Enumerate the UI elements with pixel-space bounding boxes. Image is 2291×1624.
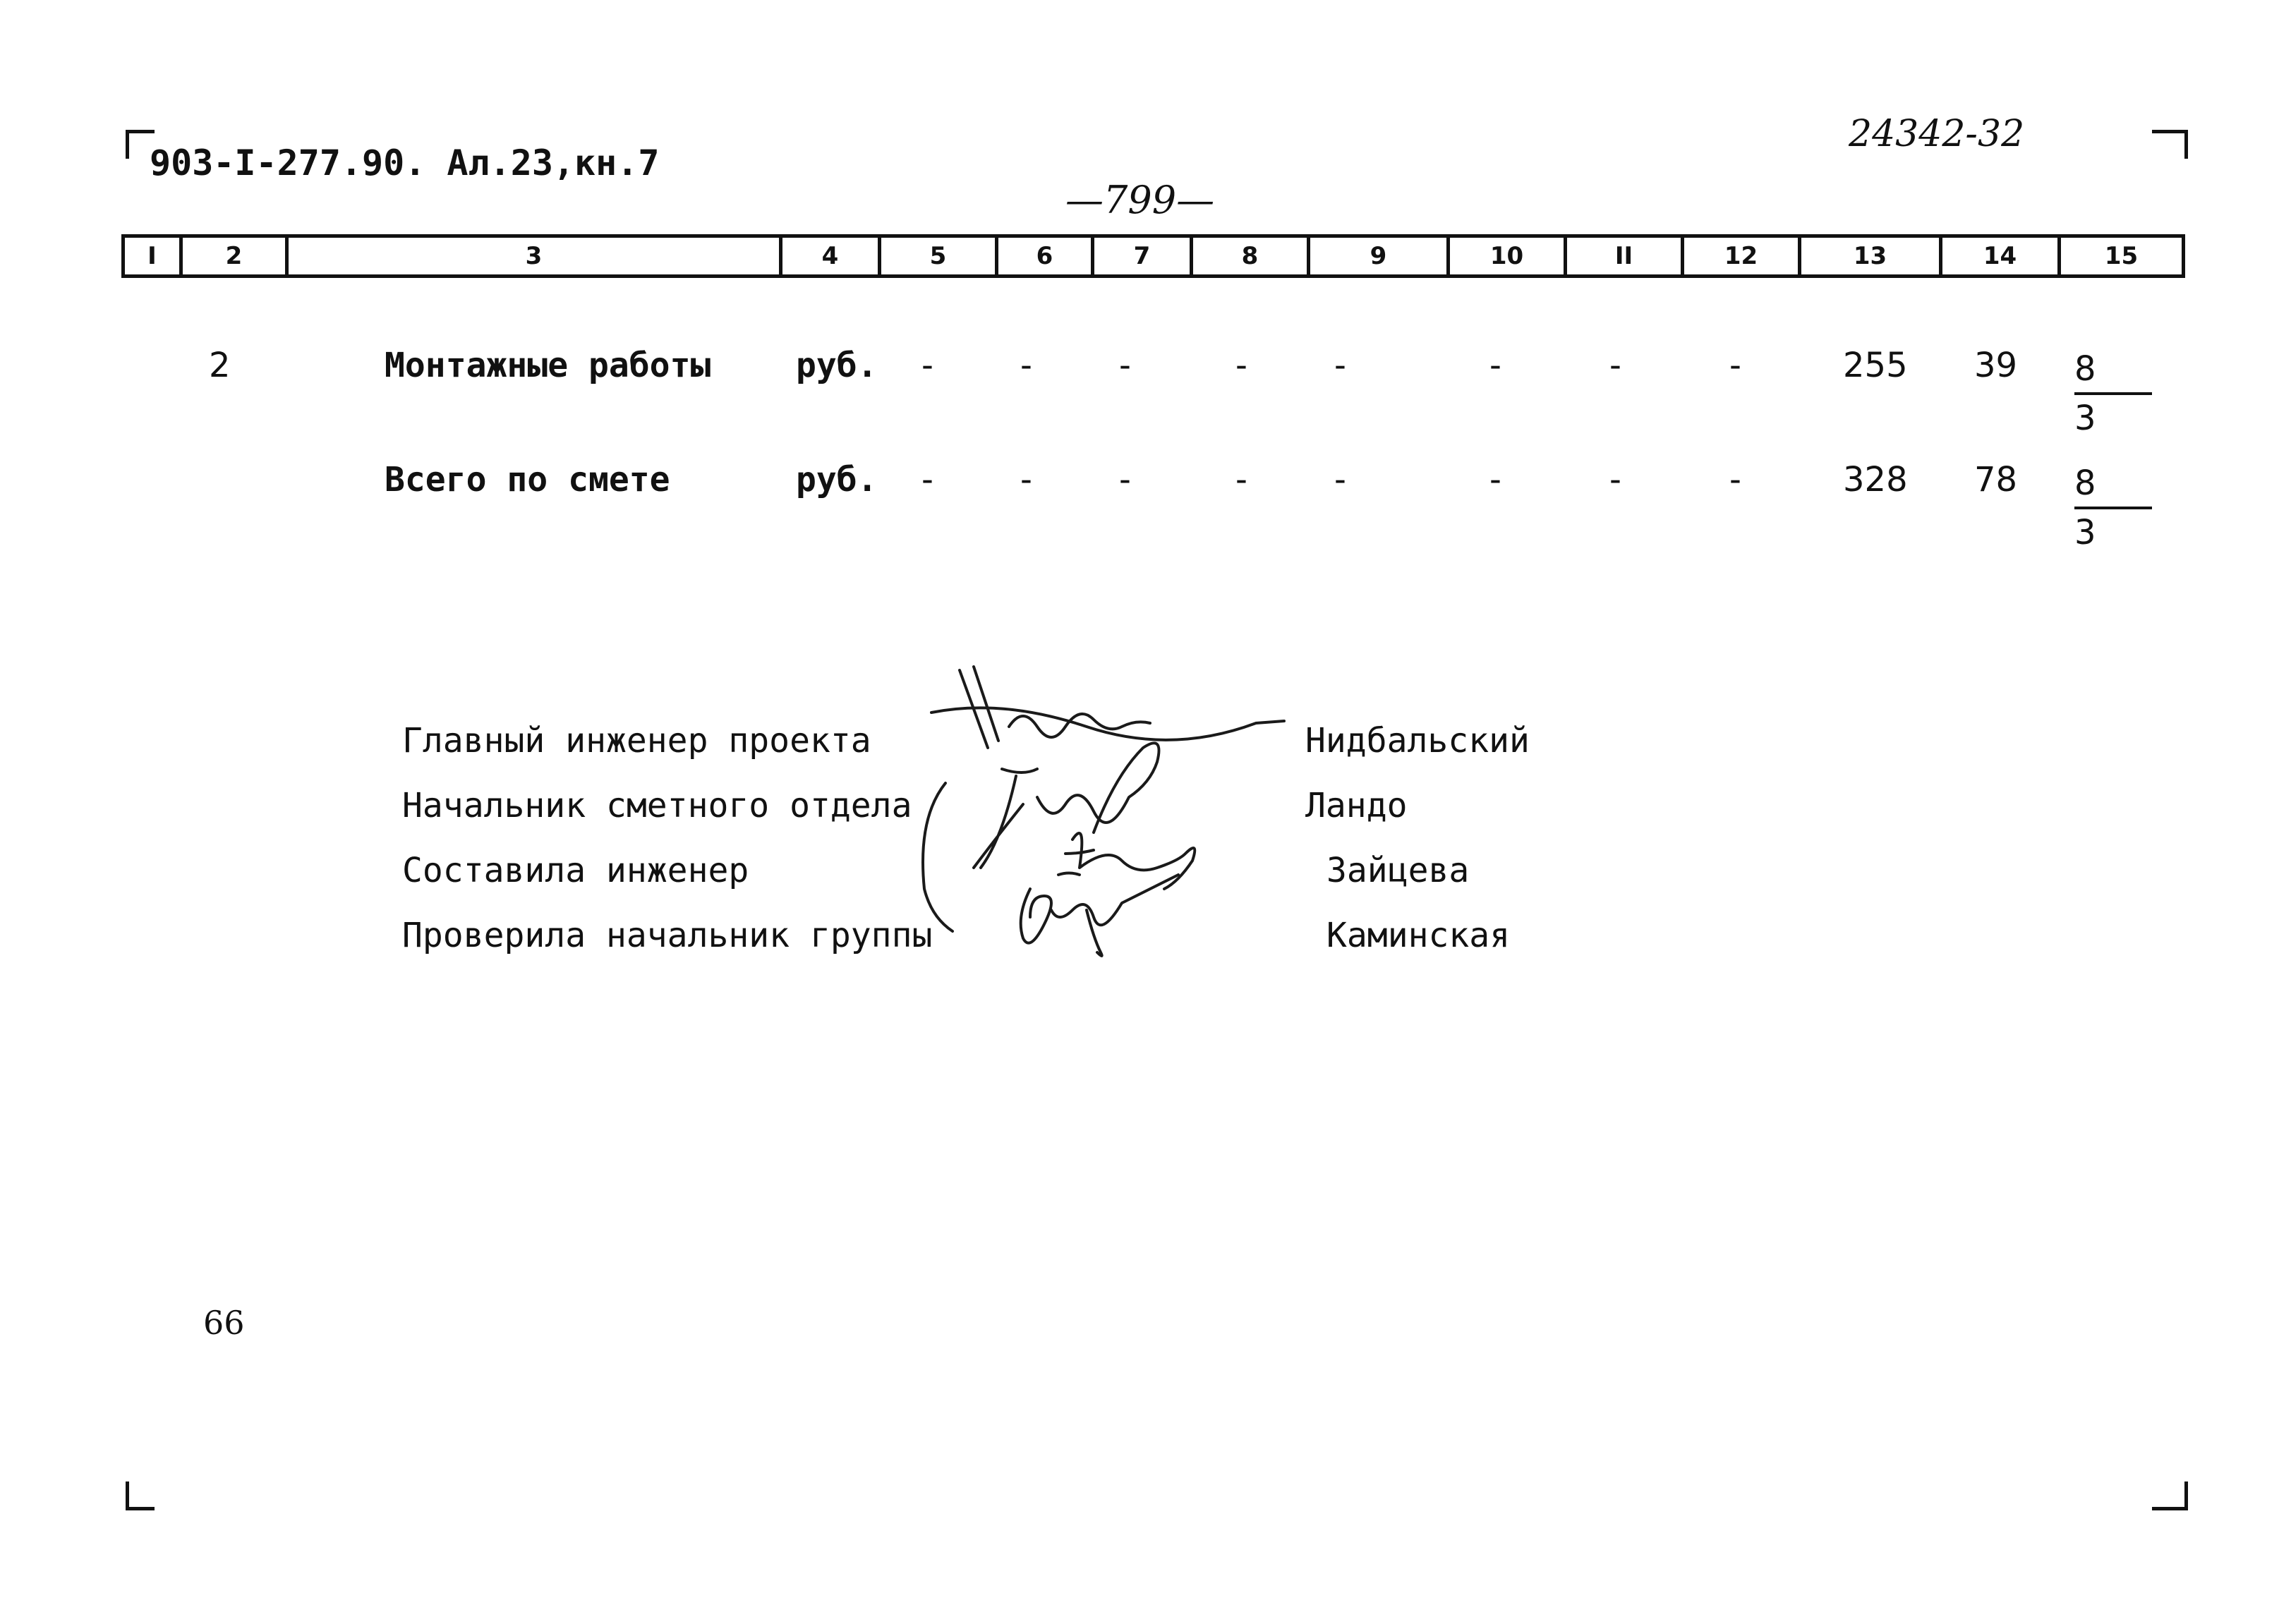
dash-col-9: - [1330,460,1350,499]
column-number: II [1566,236,1683,277]
column-number-header [121,234,2185,278]
dash-col-5: - [917,346,938,385]
dash-col-10: - [1485,346,1506,385]
signature-name: Зайцева [1326,851,1470,890]
fraction-denominator: 3 [2074,399,2096,438]
value-col-14: 78 [1974,460,2018,499]
dash-col-9: - [1330,346,1350,385]
dash-col-10: - [1485,460,1506,499]
dash-col-6: - [1016,460,1036,499]
column-number: 13 [1800,236,1941,277]
column-number: I [123,236,181,277]
top-right-number: 24342-32 [1849,113,2025,155]
corner-mark-top-right [2152,130,2188,159]
value-col-13: 328 [1843,460,1908,499]
fraction-denominator: 3 [2074,513,2096,552]
dash-col-7: - [1115,346,1135,385]
column-number: 8 [1192,236,1309,277]
signature-name: Нидбальский [1305,721,1530,761]
dash-col-11: - [1605,346,1626,385]
estimate-row [0,460,2291,552]
document-code: 903-I-277.90. Ал.23,кн.7 [150,143,660,183]
column-number: 14 [1941,236,2060,277]
column-number: 15 [2060,236,2184,277]
column-number: 12 [1683,236,1800,277]
fraction-numerator: 8 [2074,460,2152,509]
column-number: 9 [1309,236,1449,277]
handwritten-signatures [917,656,1312,995]
estimate-row [0,346,2291,438]
column-number: 3 [287,236,781,277]
signature-title: Составила инженер [402,851,749,890]
value-col-15-fraction [2074,346,2152,442]
dash-col-5: - [917,460,938,499]
column-number: 6 [997,236,1093,277]
value-col-13: 255 [1843,346,1908,385]
row-unit: руб. [796,460,878,499]
value-col-15-fraction [2074,460,2152,556]
corner-mark-bottom-right [2152,1481,2188,1510]
fraction-numerator: 8 [2074,346,2152,395]
signature-title: Главный инженер проекта [402,721,871,761]
sheet-number: 66 [203,1304,245,1342]
dash-col-6: - [1016,346,1036,385]
dash-col-7: - [1115,460,1135,499]
column-number: 7 [1093,236,1192,277]
column-number: 4 [781,236,880,277]
dash-col-8: - [1231,460,1252,499]
row-name: Всего по смете [385,460,670,499]
row-number: 2 [209,346,231,385]
row-name: Монтажные работы [385,346,711,385]
row-unit: руб. [796,346,878,385]
corner-mark-bottom-left [126,1481,155,1510]
signature-name: Каминская [1326,916,1511,955]
dash-col-11: - [1605,460,1626,499]
column-number: 2 [181,236,287,277]
column-number: 10 [1449,236,1566,277]
value-col-14: 39 [1974,346,2018,385]
column-number: 5 [880,236,997,277]
signature-title: Проверила начальник группы [402,916,933,955]
page-number: —799— [1065,178,1215,222]
signature-name: Ландо [1305,786,1408,825]
dash-col-12: - [1725,460,1746,499]
signature-title: Начальник сметного отдела [402,786,912,825]
dash-col-8: - [1231,346,1252,385]
dash-col-12: - [1725,346,1746,385]
